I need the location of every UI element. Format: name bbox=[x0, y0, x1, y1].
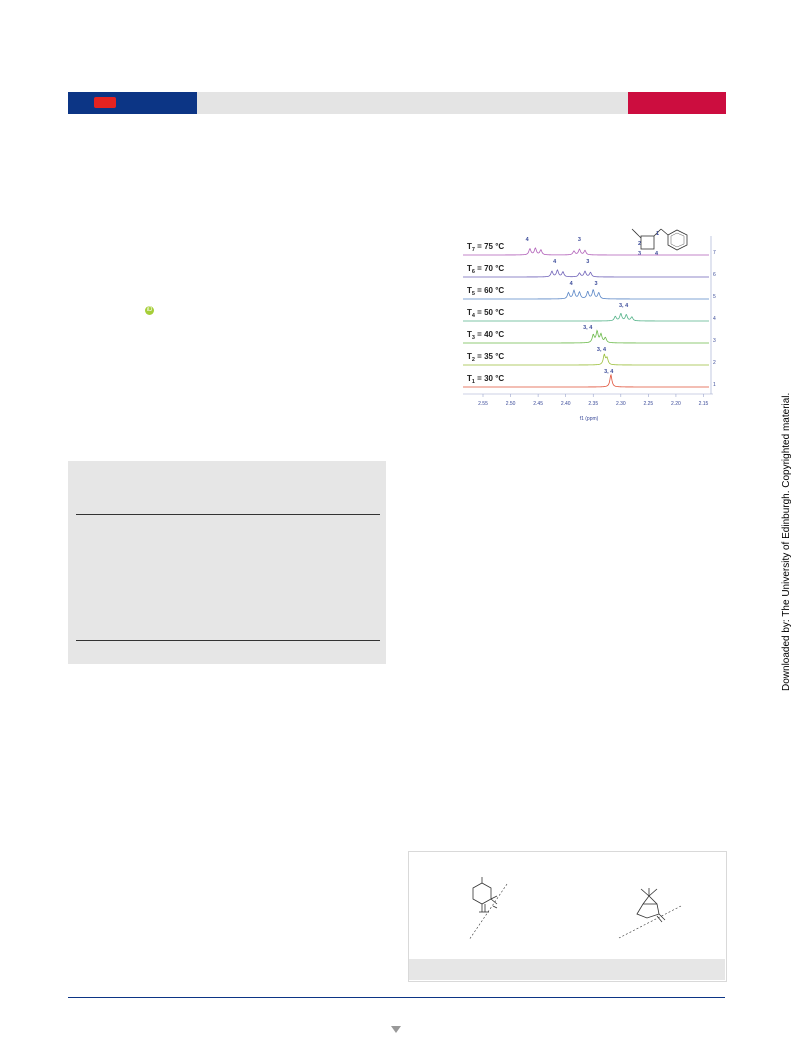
journal-badge bbox=[94, 97, 116, 108]
peak-label: 3, 4 bbox=[618, 303, 629, 309]
x-axis-label: f1 (ppm) bbox=[579, 416, 599, 422]
scheme-caption-bar bbox=[409, 959, 725, 980]
spectrum-series bbox=[463, 325, 716, 344]
menthol-structure-icon bbox=[469, 877, 507, 940]
footer-rule bbox=[68, 997, 725, 998]
series-label: $T_5 = 60$ °C bbox=[467, 286, 505, 297]
spectrum-series bbox=[463, 303, 716, 322]
structure-label: 3 bbox=[638, 251, 642, 257]
table-top-rule bbox=[76, 514, 380, 515]
structure-label: 1 bbox=[656, 231, 660, 237]
camphor-structure-icon bbox=[619, 888, 681, 938]
series-index: 7 bbox=[713, 250, 716, 256]
peak-label: 3 bbox=[594, 281, 598, 287]
structure-label: 2 bbox=[638, 241, 642, 247]
peak-label: 3 bbox=[586, 259, 590, 265]
x-tick-label: 2.25 bbox=[643, 401, 654, 407]
series-index: 6 bbox=[713, 272, 716, 278]
x-tick-label: 2.20 bbox=[671, 401, 681, 407]
peak-label: 3, 4 bbox=[604, 369, 614, 375]
spectrum-series bbox=[463, 369, 716, 388]
series-index: 3 bbox=[713, 338, 716, 344]
x-tick-label: 2.30 bbox=[615, 401, 626, 407]
structure-label: 4 bbox=[655, 251, 659, 257]
table-bottom-rule bbox=[76, 640, 380, 641]
series-label: $T_4 = 50$ °C bbox=[467, 308, 505, 319]
peak-label: 3, 4 bbox=[583, 325, 593, 331]
series-label: $T_3 = 40$ °C bbox=[467, 330, 505, 341]
x-tick-label: 2.45 bbox=[533, 401, 543, 407]
series-label: $T_1 = 30$ °C bbox=[467, 374, 505, 385]
series-index: 2 bbox=[713, 360, 716, 366]
series-label: $T_2 = 35$ °C bbox=[467, 352, 505, 363]
peak-label: 4 bbox=[525, 237, 529, 243]
spectrum-series bbox=[463, 259, 716, 278]
nmr-spectra-figure bbox=[455, 222, 717, 428]
spectrum-series bbox=[463, 281, 716, 300]
spectrum-series bbox=[463, 347, 716, 366]
peak-label: 4 bbox=[553, 259, 557, 265]
x-tick-label: 2.55 bbox=[478, 401, 488, 407]
series-index: 5 bbox=[713, 294, 716, 300]
table-panel bbox=[68, 461, 386, 664]
orcid-icon[interactable]: iD bbox=[146, 307, 153, 313]
scheme-structures bbox=[409, 852, 726, 960]
peak-label: 4 bbox=[569, 281, 573, 287]
page-down-arrow-icon[interactable] bbox=[391, 1026, 401, 1033]
x-tick-label: 2.15 bbox=[698, 401, 709, 407]
series-index: 4 bbox=[713, 316, 716, 322]
x-tick-label: 2.35 bbox=[588, 401, 599, 407]
peak-label: 3, 4 bbox=[596, 347, 607, 353]
series-label: $T_7 = 75$ °C bbox=[467, 242, 505, 253]
peak-label: 3 bbox=[577, 237, 581, 243]
header-title-strip bbox=[197, 92, 628, 114]
journal-header-bar bbox=[68, 92, 197, 114]
series-index: 1 bbox=[713, 382, 716, 388]
x-tick-label: 2.50 bbox=[505, 401, 516, 407]
download-notice: Downloaded by: The University of Edinburgh. Copyrighted material. bbox=[781, 392, 792, 691]
x-tick-label: 2.40 bbox=[560, 401, 571, 407]
series-label: $T_6 = 70$ °C bbox=[467, 264, 505, 275]
header-accent-block bbox=[628, 92, 726, 114]
